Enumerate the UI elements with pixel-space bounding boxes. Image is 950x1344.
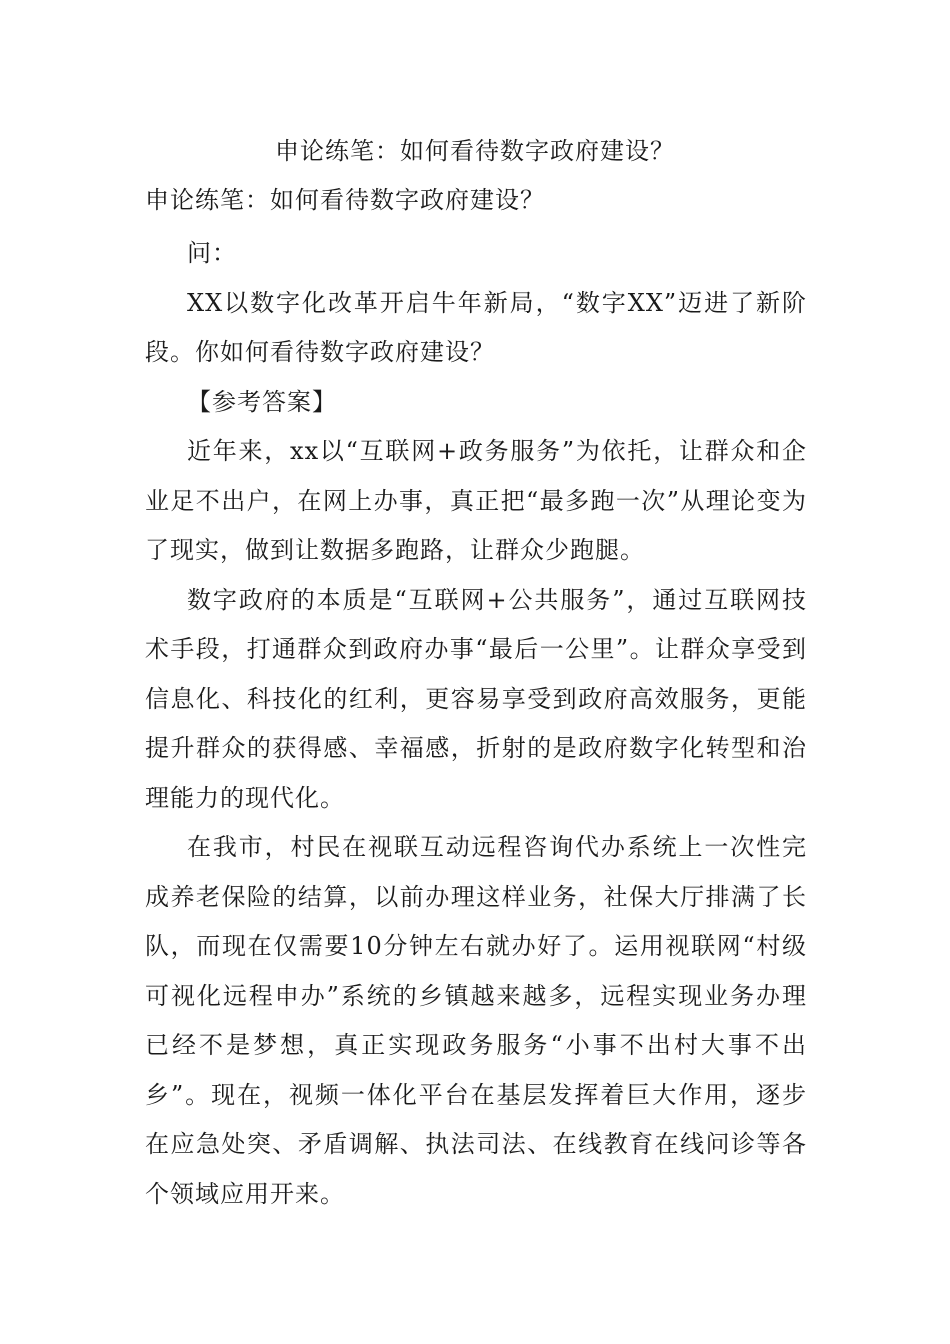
question-label: 问： bbox=[187, 239, 237, 267]
document-heading: 申论练笔：如何看待数字政府建设？ bbox=[145, 186, 545, 214]
document-body bbox=[145, 229, 807, 1219]
document-title: 申论练笔：如何看待数字政府建设？ bbox=[275, 137, 675, 165]
question-text: XX以数字化改革开启牛年新局，“数字XX”迈进了新阶段。你如何看待数字政府建设？ bbox=[145, 288, 807, 366]
answer-paragraph-2: 数字政府的本质是“互联网+公共服务”，通过互联网技术手段，打通群众到政府办事“最后一公里”。让群众享受到信息化、科技化的红利，更容易享受到政府高效服务，更能提升群众的获得感、幸福感，折射的是政府数字化转型和治理能力的现代化。 bbox=[145, 585, 807, 812]
answer-paragraph-3: 在我市，村民在视联互动远程咨询代办系统上一次性完成养老保险的结算，以前办理这样业务，社保大厅排满了长队，而现在仅需要10分钟左右就办好了。运用视联网“村级可视化远程申办”系统的乡镇越来越多，远程实现业务办理已经不是梦想，真正实现政务服务“小事不出村大事不出乡”。现在，视频一体化平台在基层发挥着巨大作用，逐步在应急处突、矛盾调解、执法司法、在线教育在线问诊等各个领域应用开来。 bbox=[145, 833, 807, 1208]
answer-paragraph-1: 近年来，xx以“互联网+政务服务”为依托，让群众和企业足不出户，在网上办事，真正把“最多跑一次”从理论变为了现实，做到让数据多跑路，让群众少跑腿。 bbox=[145, 437, 807, 564]
answer-label: 【参考答案】 bbox=[187, 387, 337, 416]
